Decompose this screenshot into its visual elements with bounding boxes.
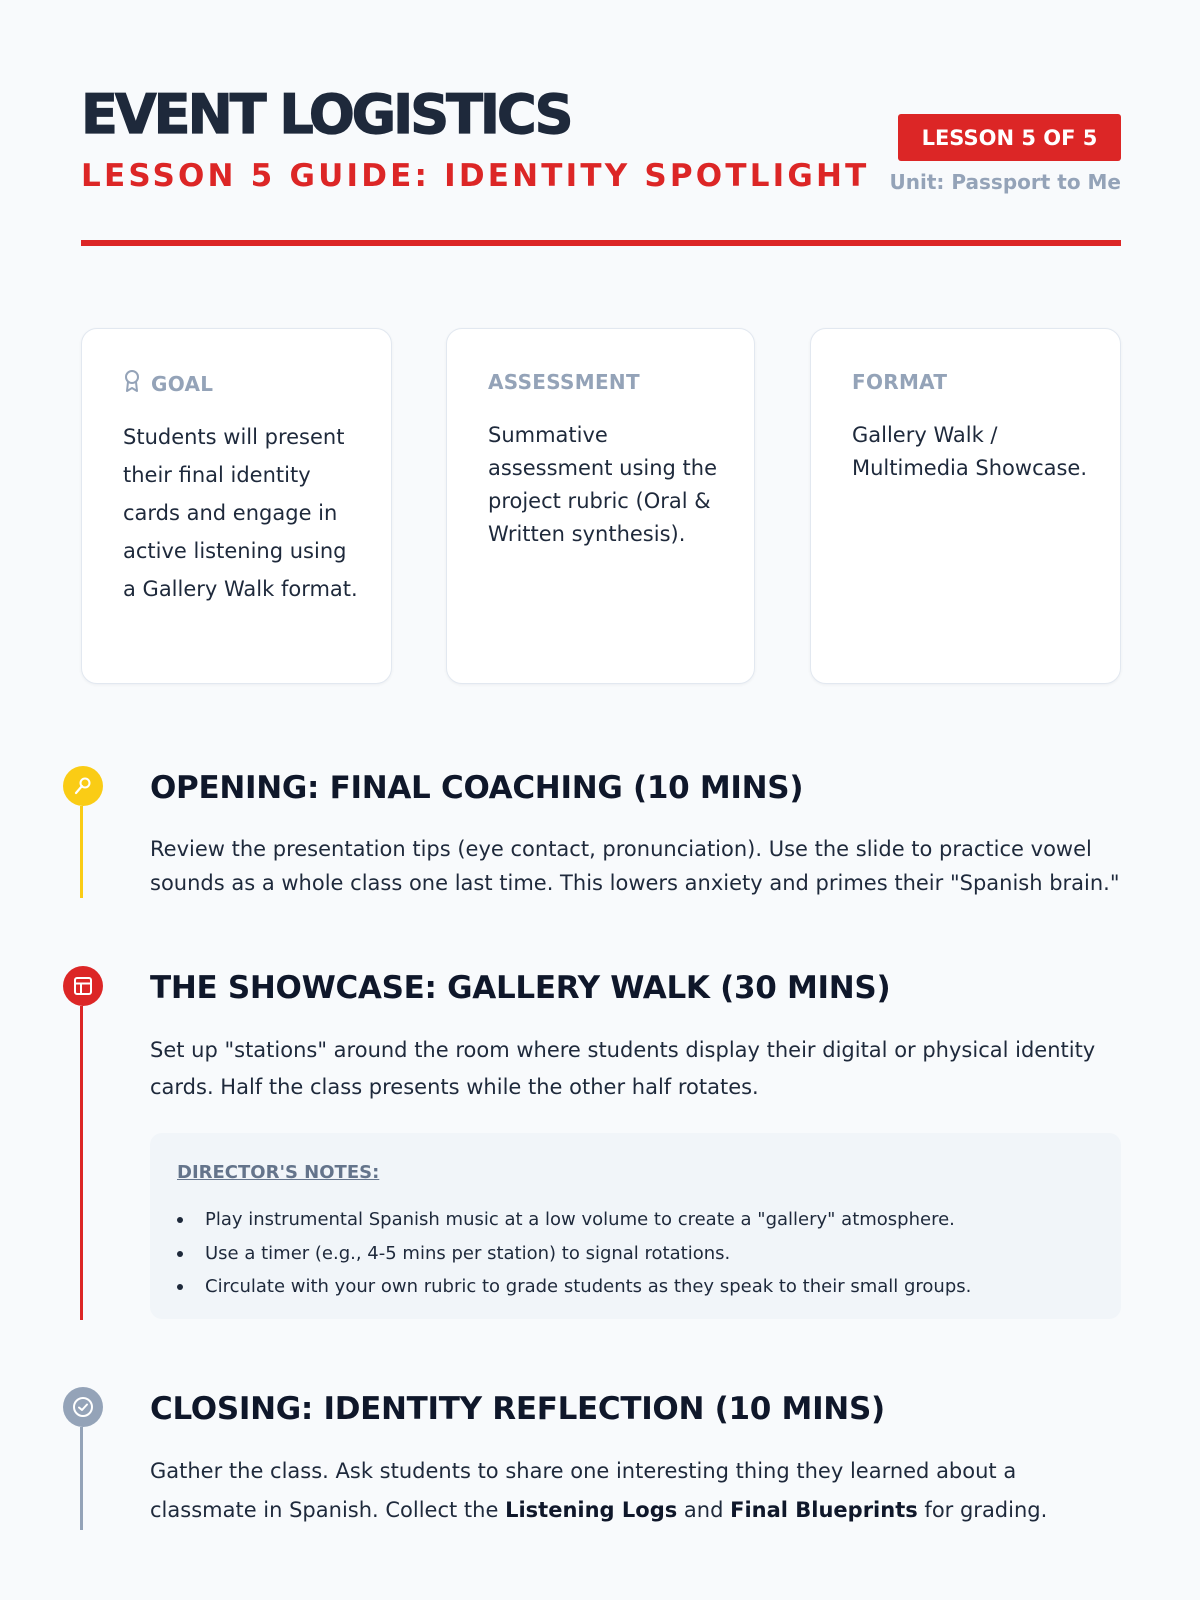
list-item: Use a timer (e.g., 4-5 mins per station) to signal rotations. — [177, 1237, 971, 1271]
format-card-header — [852, 369, 947, 395]
page-title: EVENT LOGISTICS — [81, 83, 571, 146]
closing-title: CLOSING: IDENTITY REFLECTION (10 MINS) — [150, 1391, 885, 1427]
directors-notes-list — [177, 1203, 971, 1304]
closing-text-part: Gather the class. Ask students to share one interesting thing they learned about a classmate in Spanish. Collect the — [150, 1459, 1017, 1522]
award-icon — [123, 369, 141, 398]
goal-card — [81, 328, 392, 684]
closing-text — [150, 1452, 1125, 1530]
header — [81, 82, 1121, 194]
format-label: FORMAT — [852, 370, 948, 394]
assessment-text: Summative assessment using the project rubric (Oral & Written synthesis). — [488, 423, 718, 546]
assessment-label: ASSESSMENT — [488, 370, 640, 394]
list-item: Play instrumental Spanish music at a low volume to create a "gallery" atmosphere. — [177, 1203, 971, 1237]
opening-timeline-line — [80, 806, 83, 898]
page-subtitle: LESSON 5 GUIDE: IDENTITY SPOTLIGHT — [81, 158, 870, 194]
closing-text-part: for grading. — [917, 1498, 1048, 1522]
goal-label: GOAL — [151, 371, 214, 396]
listening-logs-label: Listening Logs — [505, 1498, 678, 1522]
showcase-timeline-line — [80, 1006, 83, 1320]
showcase-text: Set up "stations" around the room where students display their digital or physical identity cards. Half the class presents while the other half rotates. — [150, 1038, 1096, 1099]
opening-text: Review the presentation tips (eye contact, pronunciation). Use the slide to practice vowel sounds as a whole class one last time. This lowers anxiety and primes their "Spanish brain." — [150, 837, 1120, 895]
assessment-card — [446, 328, 755, 684]
unit-label: Unit: Passport to Me — [889, 170, 1121, 194]
closing-timeline-line — [80, 1427, 83, 1530]
layout-icon — [63, 966, 103, 1006]
lesson-badge: LESSON 5 OF 5 — [898, 114, 1121, 161]
assessment-card-header — [488, 369, 640, 395]
final-blueprints-label: Final Blueprints — [730, 1498, 918, 1522]
list-item: Circulate with your own rubric to grade students as they speak to their small groups. — [177, 1270, 971, 1304]
directors-notes-title: DIRECTOR'S NOTES: — [177, 1162, 380, 1183]
check-circle-icon — [63, 1387, 103, 1427]
header-divider — [81, 240, 1121, 246]
directors-notes — [150, 1133, 1121, 1319]
format-card — [810, 328, 1121, 684]
closing-text-part: and — [677, 1498, 731, 1522]
opening-title: OPENING: FINAL COACHING (10 MINS) — [150, 770, 804, 806]
goal-card-header — [123, 369, 213, 398]
goal-text: Students will present their final identity cards and engage in active listening using a Gallery Walk format. — [123, 425, 358, 601]
format-text: Gallery Walk / Multimedia Showcase. — [852, 423, 1088, 480]
microphone-icon — [63, 766, 103, 806]
showcase-title: THE SHOWCASE: GALLERY WALK (30 MINS) — [150, 970, 891, 1006]
